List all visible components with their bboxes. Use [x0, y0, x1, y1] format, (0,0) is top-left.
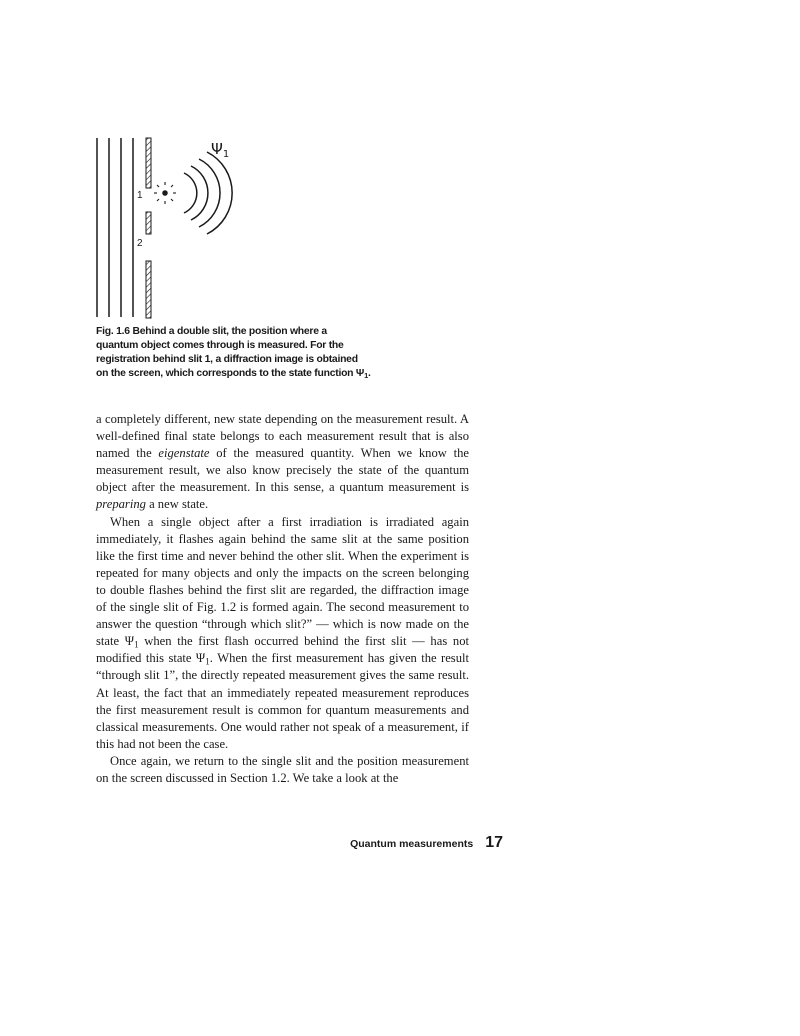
- p1-text-a: a completely different, new state depending on the measurement result. A well-defined final state belongs to each measurement result that is also named the: [96, 412, 469, 461]
- diffraction-wave-arc: [199, 159, 220, 227]
- flash-star-icon: [154, 182, 176, 204]
- slit1-label: 1: [137, 190, 143, 201]
- paragraph-1: [96, 411, 469, 514]
- caption-psi: Ψ: [355, 368, 365, 379]
- p2-text-a: When a single object after a first irradiation is irradiated again immediately, it flashes again behind the same slit at the same position like the first time and never behind the other slit. When the experiment is repeated for many objects and only the impacts on the screen belonging to double flashes behind the first slit are regarded, the diffraction image of the single slit of Fig. 1.2 is formed again. The second measurement to answer the question “through which slit?” — which is now made on the state: [96, 514, 469, 649]
- slit-wall-top: [146, 138, 151, 188]
- slit-wall-bottom: [146, 261, 151, 318]
- caption-psi-sub: 1: [364, 370, 368, 380]
- figure-caption: [96, 325, 371, 381]
- p1-text-b: of the measured quantity. When we know the measurement result, we also know precisely the state of the quantum object after the measurement. In this sense, a quantum measurement is: [96, 446, 469, 495]
- psi-symbol: Ψ: [211, 140, 223, 158]
- figure-number: Fig. 1.6: [96, 326, 130, 337]
- page-number: 17: [485, 834, 503, 851]
- diffraction-wave-arc: [184, 173, 197, 213]
- p2-psi-1-sub: 1: [134, 639, 139, 650]
- page-footer: [300, 834, 503, 854]
- psi-label: [211, 140, 229, 160]
- p1-text-c: a new state.: [145, 497, 209, 512]
- p1-emphasis-eigenstate: eigenstate: [158, 446, 210, 461]
- p2-psi-2-sub: 1: [205, 656, 210, 667]
- body-text: [96, 411, 469, 787]
- diffraction-wave-arc: [191, 166, 208, 220]
- caption-text: Behind a double slit, the position where a quantum object comes through is measured. For the registration behind slit 1, a diffraction image is obtained on the screen, which corresponds to the state function: [96, 326, 358, 379]
- paragraph-3: Once again, we return to the single slit and the position measurement on the screen discussed in Section 1.2. We take a look at the: [96, 753, 469, 785]
- paragraph-2: [96, 514, 469, 753]
- slit-wall-middle: [146, 212, 151, 234]
- running-head: Quantum measurements: [350, 838, 474, 850]
- p1-emphasis-preparing: preparing: [96, 497, 146, 512]
- slit2-label: 2: [137, 238, 143, 249]
- p2-text-b: when the first flash occurred behind the first slit — has not modified this state: [96, 634, 469, 666]
- caption-end: .: [368, 368, 371, 379]
- double-slit-figure: [88, 130, 248, 320]
- p2-psi-1: Ψ: [124, 634, 135, 649]
- psi-subscript: 1: [222, 149, 230, 160]
- p2-text-c: . When the first measurement has given the result “through slit 1”, the directly repeated measurement gives the same result. At least, the fact that an immediately repeated measurement reproduces the first measurement result is common for quantum measurements and classical measurements. One would rather not speak of a measurement, if this had not been the case.: [96, 651, 469, 751]
- p2-psi-2: Ψ: [195, 651, 206, 666]
